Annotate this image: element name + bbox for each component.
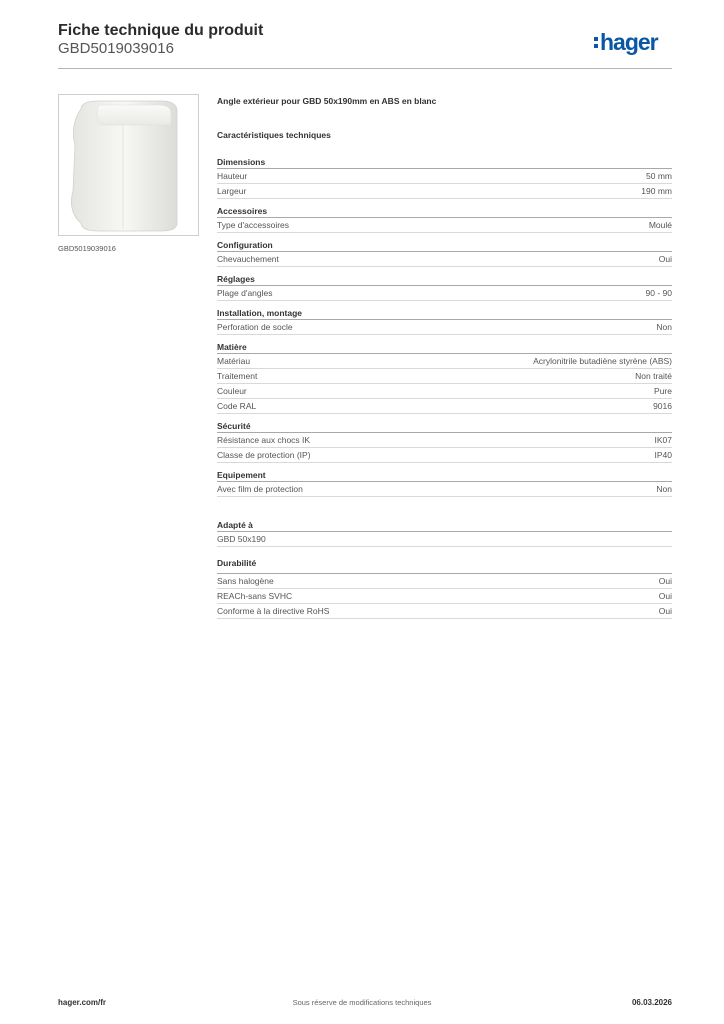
- section-title: Durabilité: [217, 557, 672, 574]
- section-title: Matière: [217, 341, 672, 354]
- footer-notice: Sous réserve de modifications techniques: [292, 998, 432, 1007]
- spec-value: Moulé: [648, 220, 672, 230]
- spec-label: Largeur: [217, 186, 247, 196]
- spec-row: [217, 399, 672, 414]
- section-title: Installation, montage: [217, 307, 672, 320]
- section-dimensions: [217, 156, 672, 199]
- footer-date: 06.03.2026: [631, 998, 672, 1007]
- product-photo-icon: [59, 95, 198, 235]
- section-title: Equipement: [217, 469, 672, 482]
- section-equipment: [217, 469, 672, 497]
- spec-row: [217, 482, 672, 497]
- spec-label: Sans halogène: [217, 576, 274, 586]
- section-settings: [217, 273, 672, 301]
- spec-value: Non traité: [635, 371, 672, 381]
- spec-label: Couleur: [217, 386, 247, 396]
- spec-value: Non: [656, 322, 672, 332]
- section-title: Sécurité: [217, 420, 672, 433]
- header-divider: [58, 68, 672, 69]
- spec-row: [217, 532, 672, 547]
- spec-row: [217, 604, 672, 619]
- spec-label: REACh-sans SVHC: [217, 591, 293, 601]
- spec-row: [217, 433, 672, 448]
- product-reference: GBD5019039016: [58, 40, 174, 57]
- section-sustainability: [217, 557, 672, 619]
- spec-row: [217, 184, 672, 199]
- spec-row: [217, 320, 672, 335]
- spec-value: 90 - 90: [645, 288, 672, 298]
- section-accessories: [217, 205, 672, 233]
- spec-label: GBD 50x190: [217, 534, 266, 544]
- spec-value: IK07: [654, 435, 672, 445]
- logo-dots-icon: [594, 37, 598, 48]
- product-image: [58, 94, 199, 236]
- spec-label: Hauteur: [217, 171, 248, 181]
- spec-label: Code RAL: [217, 401, 257, 411]
- spec-row: [217, 369, 672, 384]
- section-title: Réglages: [217, 273, 672, 286]
- spec-value: Oui: [658, 591, 672, 601]
- spec-row: [217, 589, 672, 604]
- spec-label: Chevauchement: [217, 254, 279, 264]
- section-title: Adapté à: [217, 519, 672, 532]
- spec-label: Type d'accessoires: [217, 220, 290, 230]
- spec-row: [217, 252, 672, 267]
- spec-label: Avec film de protection: [217, 484, 303, 494]
- section-safety: [217, 420, 672, 463]
- section-title: Accessoires: [217, 205, 672, 218]
- spec-label: Résistance aux chocs IK: [217, 435, 311, 445]
- spec-value: Pure: [654, 386, 672, 396]
- spec-label: Classe de protection (IP): [217, 450, 311, 460]
- spec-row: [217, 384, 672, 399]
- product-description: Angle extérieur pour GBD 50x190mm en ABS en blanc: [217, 96, 437, 106]
- footer-website-link[interactable]: hager.com/fr: [58, 998, 107, 1007]
- section-compatible-with: [217, 519, 672, 547]
- section-material: [217, 341, 672, 414]
- spec-value: 190 mm: [641, 186, 672, 196]
- spec-row: [217, 218, 672, 233]
- spec-label: Matériau: [217, 356, 251, 366]
- spec-value: Non: [656, 484, 672, 494]
- spec-value: 50 mm: [646, 171, 672, 181]
- image-caption: GBD5019039016: [58, 244, 116, 253]
- section-configuration: [217, 239, 672, 267]
- spec-row: [217, 169, 672, 184]
- hager-logo: [594, 29, 658, 55]
- spec-label: Traitement: [217, 371, 258, 381]
- spec-label: Conforme à la directive RoHS: [217, 606, 330, 616]
- specifications: [217, 96, 672, 625]
- spec-value: Oui: [658, 576, 672, 586]
- spec-value: IP40: [654, 450, 672, 460]
- section-title: Dimensions: [217, 156, 672, 169]
- page-title: Fiche technique du produit: [58, 22, 264, 39]
- spec-label: Plage d'angles: [217, 288, 273, 298]
- spec-row: [217, 448, 672, 463]
- section-installation: [217, 307, 672, 335]
- spec-row: [217, 574, 672, 589]
- spec-row: [217, 354, 672, 369]
- spec-value: Acrylonitrile butadiène styrène (ABS): [533, 356, 672, 366]
- logo-text: hager: [600, 28, 658, 55]
- technical-characteristics-heading: Caractéristiques techniques: [217, 130, 331, 140]
- section-title: Configuration: [217, 239, 672, 252]
- spec-value: Oui: [658, 606, 672, 616]
- spec-value: 9016: [653, 401, 672, 411]
- spec-value: Oui: [658, 254, 672, 264]
- spec-label: Perforation de socle: [217, 322, 293, 332]
- spec-row: [217, 286, 672, 301]
